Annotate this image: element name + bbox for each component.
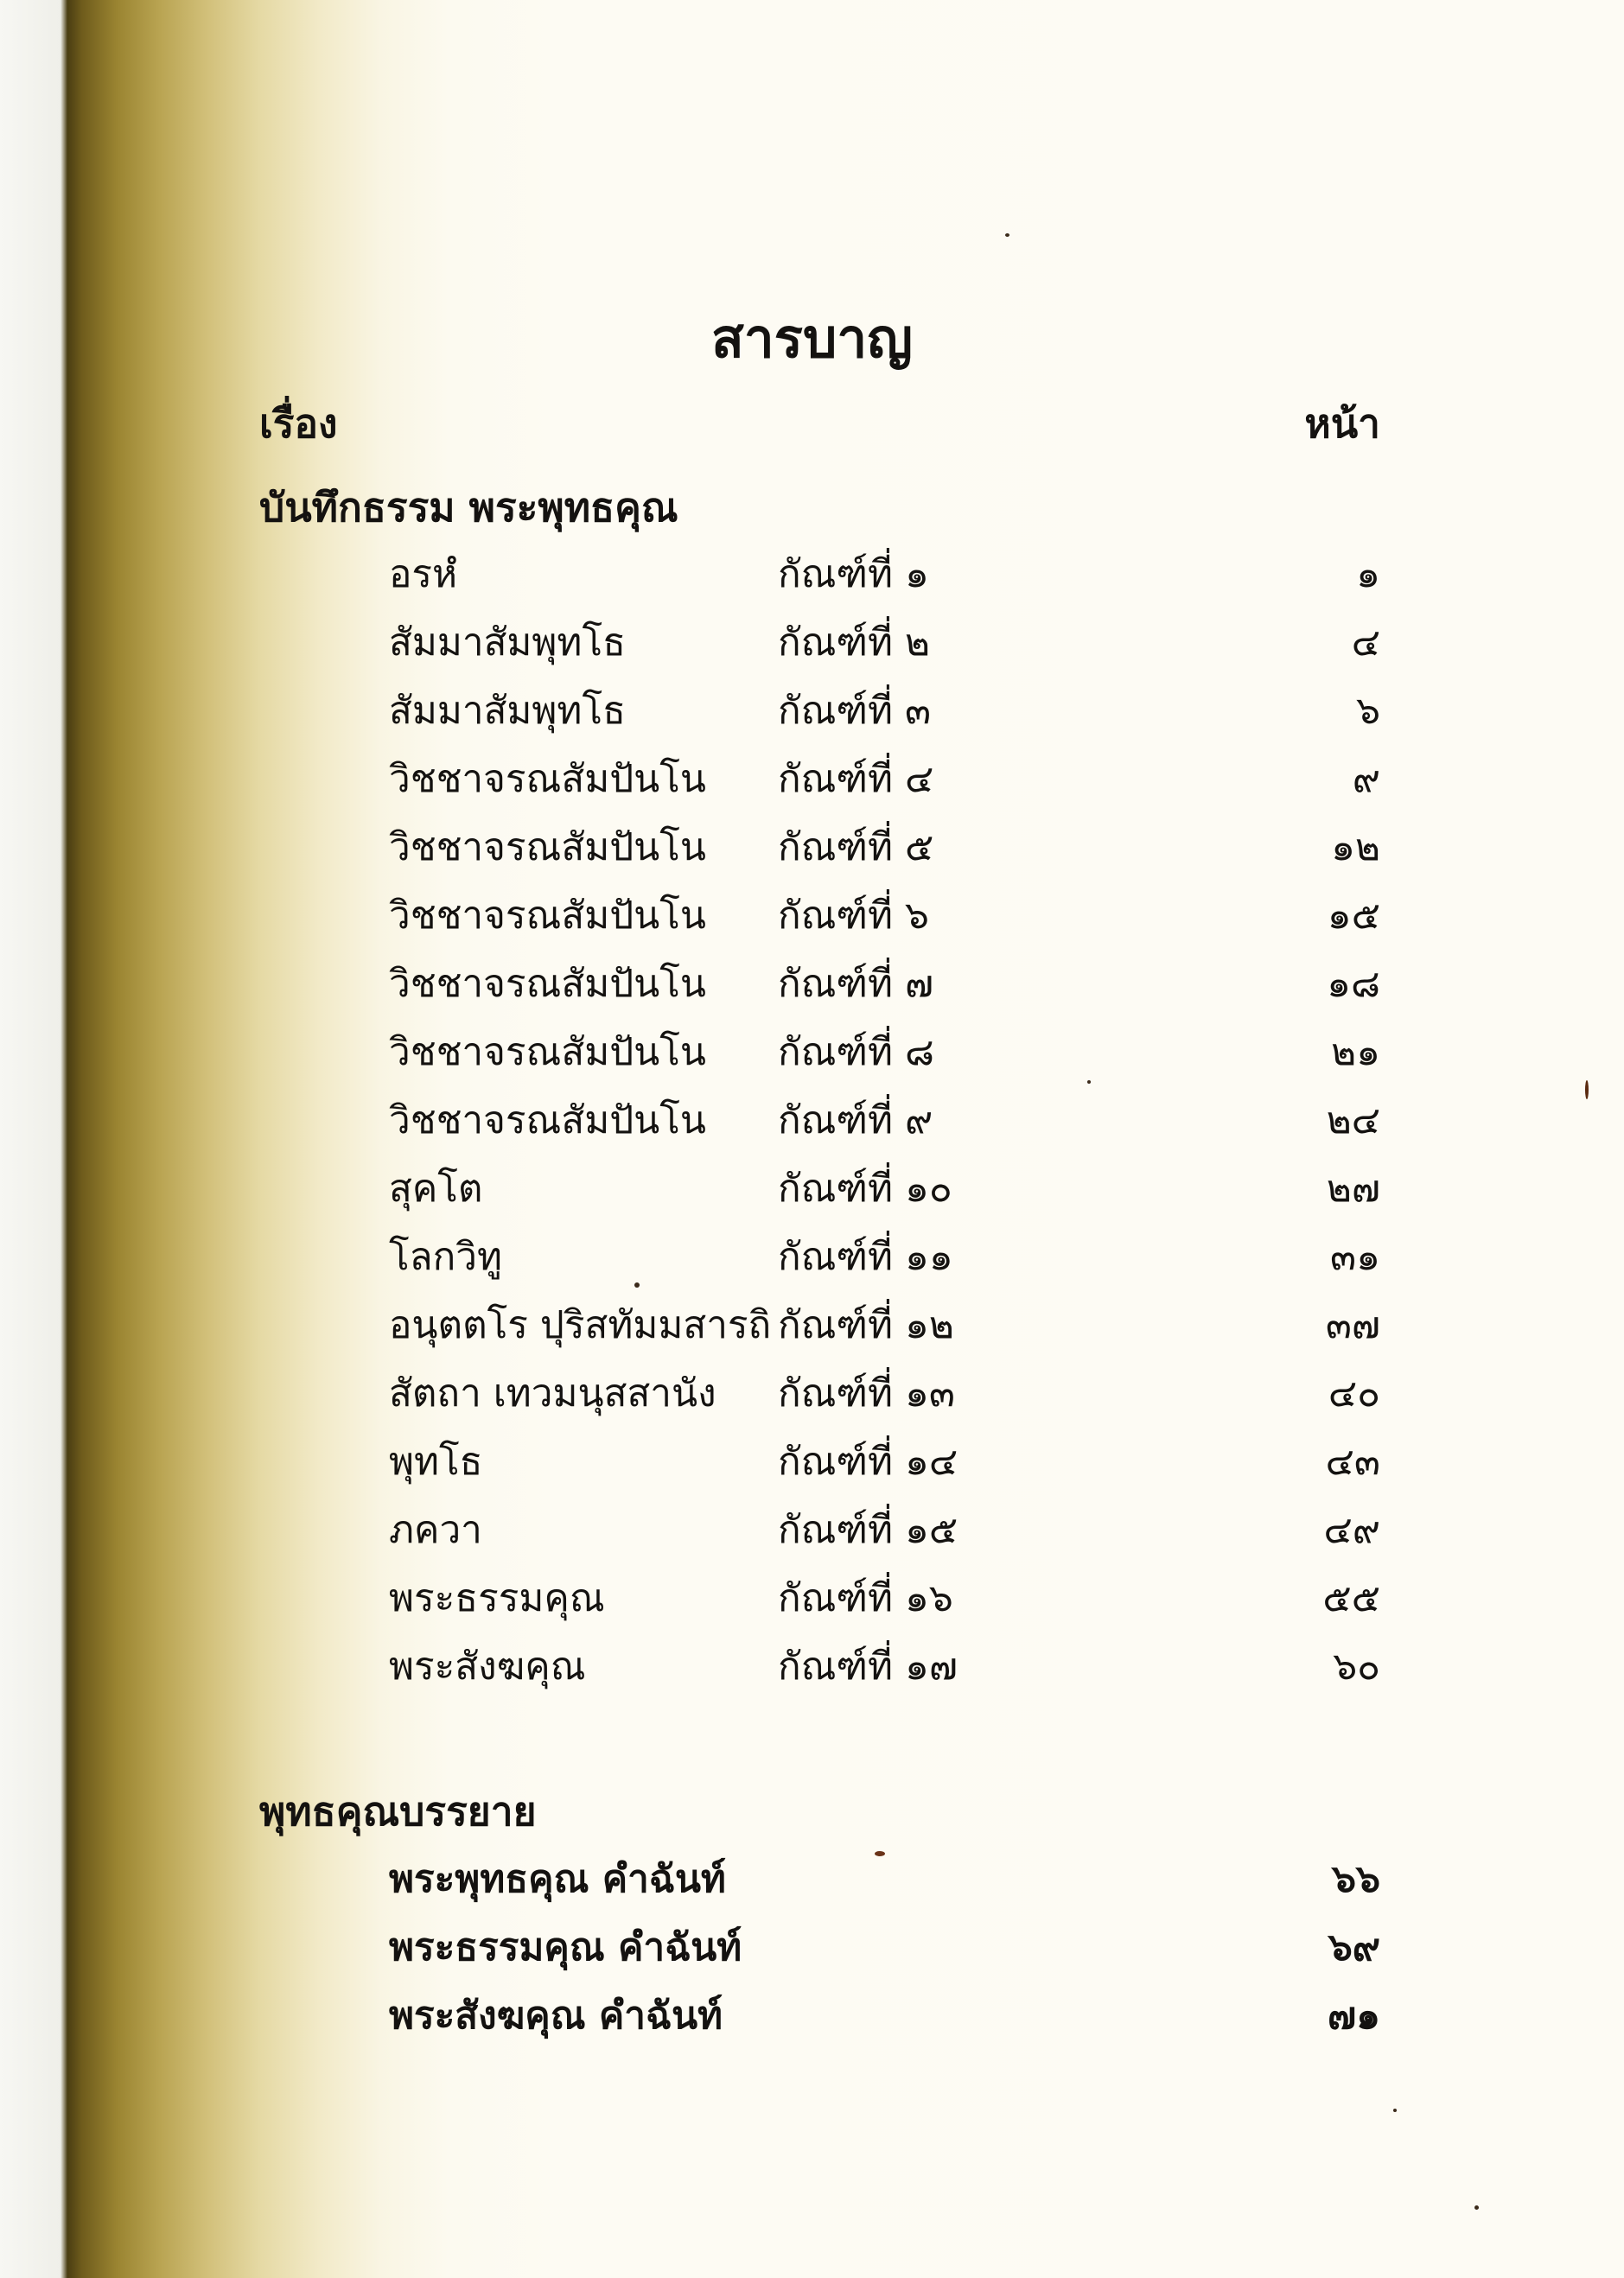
toc-entry bbox=[0, 1230, 1624, 1298]
entry-page: ๖ bbox=[1356, 689, 1380, 733]
entry-title: วิชชาจรณสัมปันโน bbox=[389, 894, 706, 938]
entry-page: ๑๘ bbox=[1327, 962, 1380, 1006]
page-title: สารบาญ bbox=[711, 307, 913, 370]
toc-entry bbox=[0, 1093, 1624, 1161]
entry-page: ๑๕ bbox=[1327, 894, 1380, 938]
toc-entry bbox=[0, 1025, 1624, 1093]
entry-part: กัณฑ์ที่ ๑๗ bbox=[778, 1645, 958, 1689]
column-header-topic: เรื่อง bbox=[259, 400, 338, 447]
section-title-2: พุทธคุณบรรยาย bbox=[259, 1788, 537, 1835]
toc-entry bbox=[0, 1920, 1624, 1988]
entry-page: ๕๕ bbox=[1322, 1576, 1380, 1620]
entry-title: วิชชาจรณสัมปันโน bbox=[389, 1098, 706, 1142]
scan-speck bbox=[875, 1851, 885, 1856]
entry-page: ๗๑ bbox=[1327, 1994, 1380, 2038]
entry-part: กัณฑ์ที่ ๑๓ bbox=[778, 1371, 955, 1416]
entry-part: กัณฑ์ที่ ๗ bbox=[778, 962, 934, 1006]
entry-part: กัณฑ์ที่ ๑๕ bbox=[778, 1508, 958, 1552]
entry-title: โลกวิทู bbox=[389, 1235, 502, 1279]
column-header-page: หน้า bbox=[1304, 400, 1380, 447]
entry-page: ๑ bbox=[1356, 552, 1380, 596]
entry-part: กัณฑ์ที่ ๘ bbox=[778, 1030, 934, 1074]
entry-title: สัตถา เทวมนุสสานัง bbox=[389, 1371, 716, 1416]
toc-entry bbox=[0, 1435, 1624, 1503]
entry-page: ๔ bbox=[1351, 620, 1380, 665]
entry-title: สัมมาสัมพุทโธ bbox=[389, 620, 626, 665]
entry-page: ๔๓ bbox=[1325, 1440, 1380, 1484]
toc-entry bbox=[0, 547, 1624, 615]
entry-title: สัมมาสัมพุทโธ bbox=[389, 689, 626, 733]
scan-speck bbox=[1005, 233, 1009, 237]
toc-entry bbox=[0, 684, 1624, 752]
toc-entry bbox=[0, 1852, 1624, 1920]
entry-part: กัณฑ์ที่ ๙ bbox=[778, 1098, 933, 1142]
toc-entry bbox=[0, 1366, 1624, 1435]
entry-part: กัณฑ์ที่ ๒ bbox=[778, 620, 930, 665]
entry-page: ๖๙ bbox=[1328, 1925, 1380, 1969]
section-title-1: บันทึกธรรม พระพุทธคุณ bbox=[259, 484, 678, 531]
toc-entry bbox=[0, 1639, 1624, 1708]
entry-part: กัณฑ์ที่ ๑ bbox=[778, 552, 929, 596]
entry-page: ๒๑ bbox=[1331, 1030, 1380, 1074]
toc-entry bbox=[0, 1503, 1624, 1571]
entry-part: กัณฑ์ที่ ๑๒ bbox=[778, 1303, 954, 1347]
entry-page: ๒๔ bbox=[1326, 1098, 1380, 1142]
entry-page: ๔๐ bbox=[1328, 1371, 1380, 1416]
entry-title: พระสังฆคุณ bbox=[389, 1645, 586, 1689]
entry-title: สุคโต bbox=[389, 1167, 483, 1211]
entry-part: กัณฑ์ที่ ๑๑ bbox=[778, 1235, 953, 1279]
scan-speck bbox=[1087, 1080, 1091, 1084]
toc-entry bbox=[0, 615, 1624, 684]
entry-title: พระพุทธคุณ คำฉันท์ bbox=[389, 1857, 726, 1901]
entry-title: วิชชาจรณสัมปันโน bbox=[389, 1030, 706, 1074]
entry-part: กัณฑ์ที่ ๕ bbox=[778, 825, 934, 869]
entry-title: ภควา bbox=[389, 1508, 482, 1552]
entry-part: กัณฑ์ที่ ๖ bbox=[778, 894, 929, 938]
entry-page: ๓๑ bbox=[1329, 1235, 1380, 1279]
entry-title: พระธรรมคุณ bbox=[389, 1576, 605, 1620]
scan-speck bbox=[634, 1282, 640, 1288]
entry-title: วิชชาจรณสัมปันโน bbox=[389, 757, 706, 801]
toc-list-1 bbox=[0, 547, 1624, 1708]
toc-entry bbox=[0, 888, 1624, 957]
toc-entry bbox=[0, 1161, 1624, 1230]
entry-page: ๑๒ bbox=[1331, 825, 1380, 869]
toc-entry bbox=[0, 1988, 1624, 2057]
entry-title: อรหํ bbox=[389, 552, 458, 596]
entry-page: ๓๗ bbox=[1325, 1303, 1380, 1347]
entry-page: ๒๗ bbox=[1326, 1167, 1380, 1211]
entry-part: กัณฑ์ที่ ๓ bbox=[778, 689, 932, 733]
entry-part: กัณฑ์ที่ ๑๖ bbox=[778, 1576, 953, 1620]
entry-part: กัณฑ์ที่ ๑๔ bbox=[778, 1440, 958, 1484]
toc-entry bbox=[0, 1571, 1624, 1639]
entry-page: ๖๐ bbox=[1333, 1645, 1380, 1689]
entry-part: กัณฑ์ที่ ๔ bbox=[778, 757, 934, 801]
entry-page: ๔๙ bbox=[1323, 1508, 1380, 1552]
entry-page: ๙ bbox=[1352, 757, 1380, 801]
scan-speck bbox=[1474, 2205, 1479, 2210]
toc-entry bbox=[0, 752, 1624, 820]
toc-entry bbox=[0, 1298, 1624, 1366]
entry-part: กัณฑ์ที่ ๑๐ bbox=[778, 1167, 952, 1211]
toc-list-2 bbox=[0, 1852, 1624, 2057]
entry-page: ๖๖ bbox=[1332, 1857, 1380, 1901]
entry-title: พุทโธ bbox=[389, 1440, 483, 1484]
scan-speck bbox=[1393, 2109, 1397, 2112]
scan-speck bbox=[1585, 1080, 1589, 1099]
toc-entry bbox=[0, 957, 1624, 1025]
entry-title: วิชชาจรณสัมปันโน bbox=[389, 962, 706, 1006]
entry-title: วิชชาจรณสัมปันโน bbox=[389, 825, 706, 869]
entry-title: อนุตตโร ปุริสทัมมสารถิ bbox=[389, 1303, 772, 1347]
entry-title: พระสังฆคุณ คำฉันท์ bbox=[389, 1994, 723, 2038]
entry-title: พระธรรมคุณ คำฉันท์ bbox=[389, 1925, 742, 1969]
toc-entry bbox=[0, 820, 1624, 888]
